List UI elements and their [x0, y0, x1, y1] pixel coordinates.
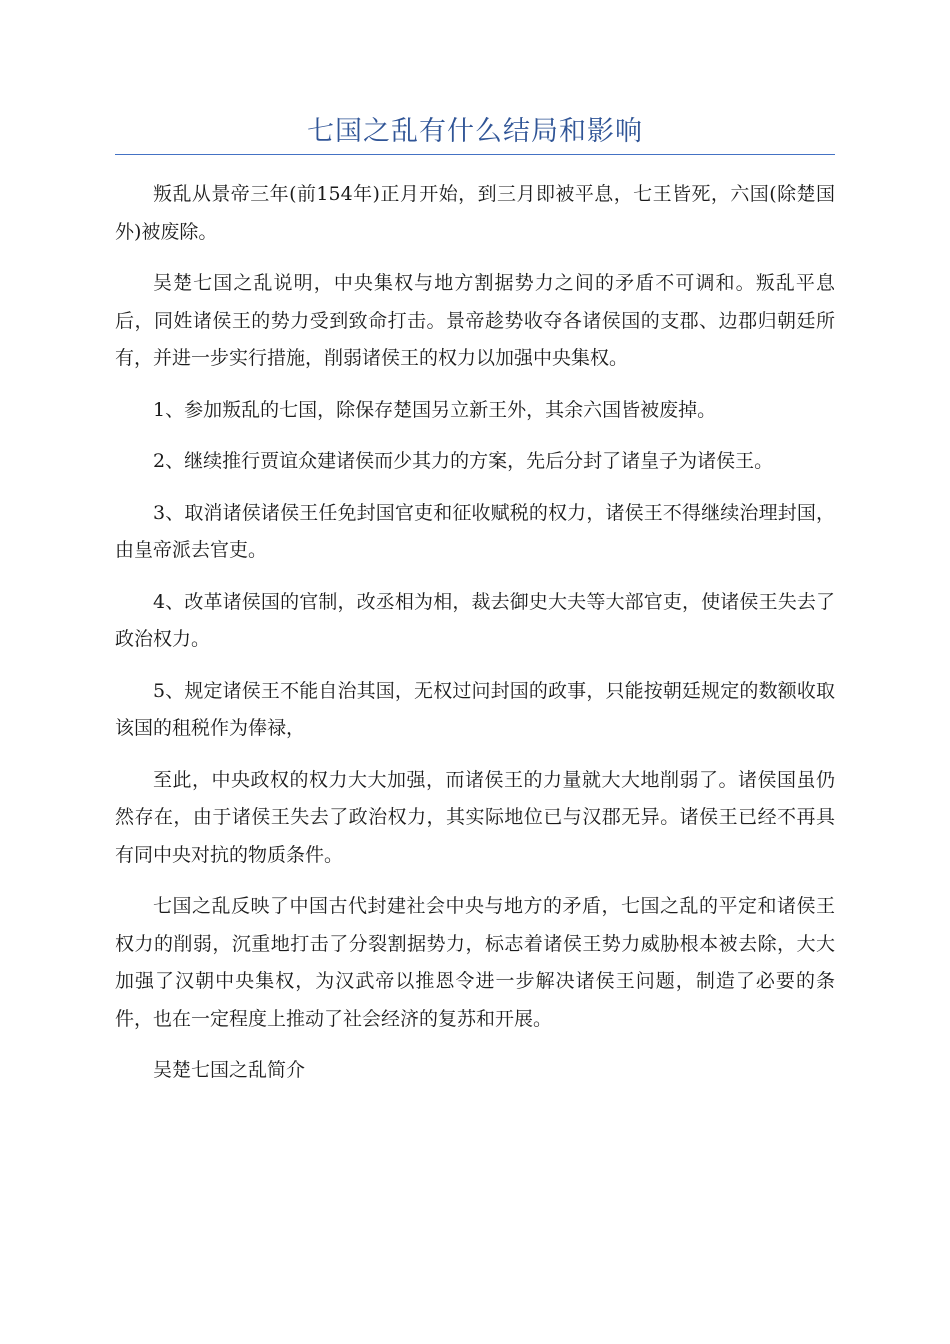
paragraph-8: 至此，中央政权的权力大大加强，而诸侯王的力量就大大地削弱了。诸侯国虽仍然存在，由于诸侯王失去了政治权力，其实际地位已与汉郡无异。诸侯王已经不再具有同中央对抗的物质条件。	[115, 768, 835, 866]
paragraph-3: 1、参加叛乱的七国，除保存楚国另立新王外，其余六国皆被废掉。	[153, 398, 717, 421]
document-body	[115, 176, 835, 1104]
paragraph-6: 4、改革诸侯国的官制，改丞相为相，裁去御史大夫等大部官吏，使诸侯王失去了政治权力。	[115, 590, 835, 650]
paragraph-5: 3、取消诸侯诸侯王任免封国官吏和征收赋税的权力，诸侯王不得继续治理封国，由皇帝派去官吏。	[115, 501, 835, 561]
section-heading: 吴楚七国之乱简介	[153, 1059, 306, 1081]
paragraph-7: 5、规定诸侯王不能自治其国，无权过问封国的政事，只能按朝廷规定的数额收取该国的租税作为俸禄，	[115, 679, 835, 739]
title-underline	[115, 154, 835, 155]
paragraph-1: 叛乱从景帝三年(前154年)正月开始，到三月即被平息，七王皆死，六国(除楚国外)被废除。	[115, 183, 835, 243]
paragraph-4: 2、继续推行贾谊众建诸侯而少其力的方案，先后分封了诸皇子为诸侯王。	[153, 450, 774, 472]
paragraph-9: 七国之乱反映了中国古代封建社会中央与地方的矛盾，七国之乱的平定和诸侯王权力的削弱，沉重地打击了分裂割据势力，标志着诸侯王势力威胁根本被去除，大大加强了汉朝中央集权，为汉武帝以推恩令进一步解决诸侯王问题，制造了必要的条件，也在一定程度上推动了社会经济的复苏和开展。	[115, 895, 835, 1030]
document-title: 七国之乱有什么结局和影响	[307, 116, 643, 147]
paragraph-2: 吴楚七国之乱说明，中央集权与地方割据势力之间的矛盾不可调和。叛乱平息后，同姓诸侯王的势力受到致命打击。景帝趁势收夺各诸侯国的支郡、边郡归朝廷所有，并进一步实行措施，削弱诸侯王的权力以加强中央集权。	[115, 272, 835, 369]
